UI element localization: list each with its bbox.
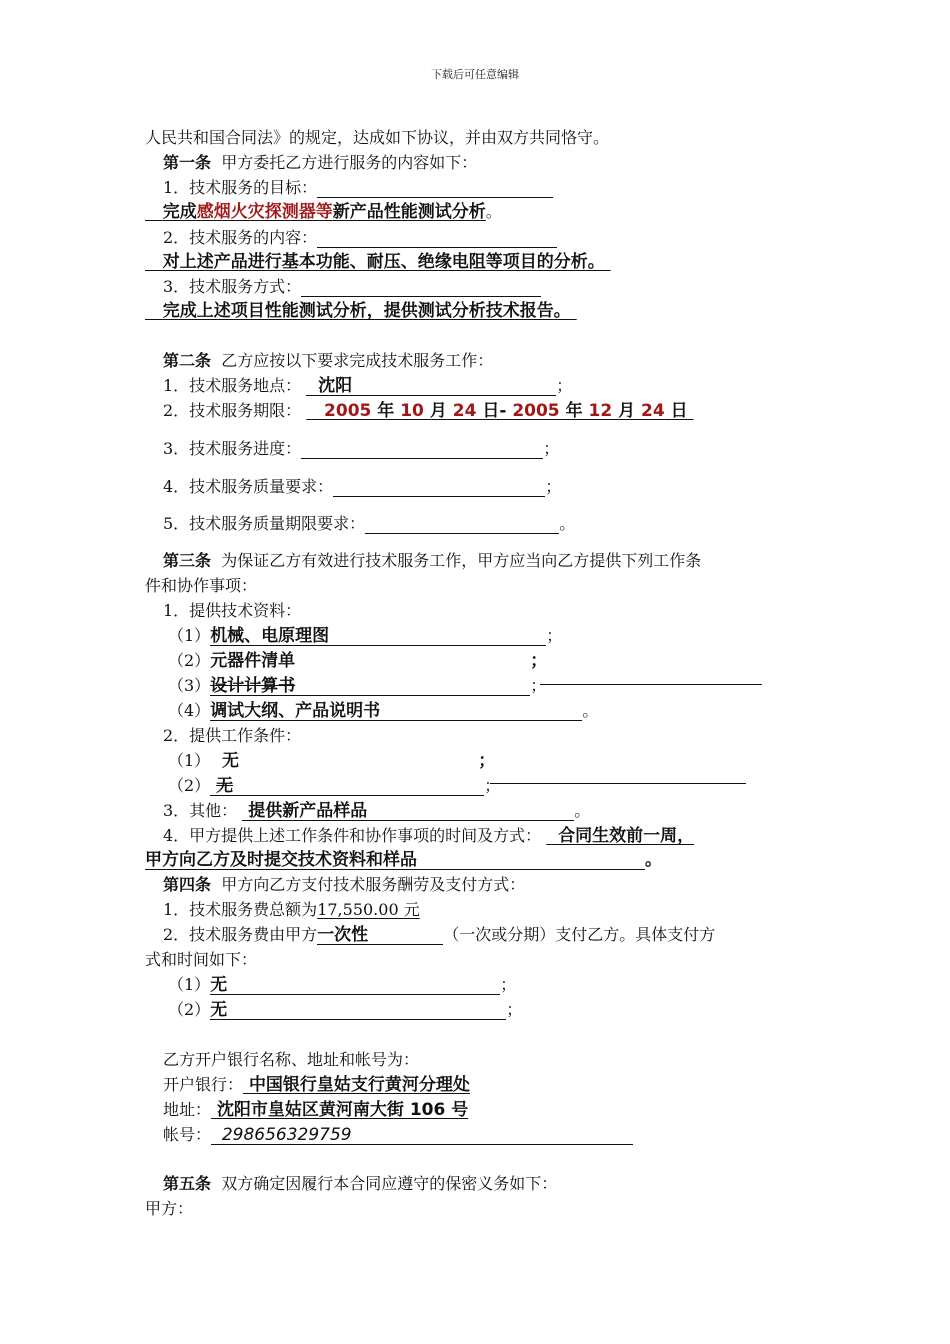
intro-text: 人民共和国合同法》的规定，达成如下协议，并由双方共同恪守。 [145, 128, 610, 147]
article-3-title: 第三条 [163, 551, 212, 570]
goal-row [163, 178, 553, 198]
goal-end: 。 [485, 202, 502, 221]
content-value [145, 252, 611, 272]
material-3-text: 设计计算书 [210, 676, 296, 696]
material-4-row [168, 701, 598, 721]
pay-label: 2．技术服务费由甲方 [163, 925, 318, 944]
quality-period-row [163, 514, 575, 534]
time-value-2 [145, 850, 645, 870]
condition-2-num: （2） [168, 776, 211, 795]
condition-2-text: 无 [216, 776, 234, 796]
quality-label: 4．技术服务质量要求： [163, 477, 334, 496]
method-row [163, 277, 541, 297]
time-value-1 [546, 826, 694, 846]
method-blank [301, 277, 541, 297]
article-5-text: 双方确定因履行本合同应遵守的保密义务如下： [221, 1174, 558, 1193]
article-5-title: 第五条 [163, 1174, 212, 1193]
material-2-semi: ； [530, 651, 548, 671]
time-row [163, 826, 694, 846]
quality-period-end: 。 [559, 514, 576, 533]
article-2-text: 乙方应按以下要求完成技术服务工作： [221, 351, 494, 370]
method-end: 。 [553, 301, 571, 321]
place-value-text: 沈阳 [318, 376, 353, 396]
progress-label: 3．技术服务进度： [163, 439, 302, 458]
goal-value-product: 感烟火灾探测器等 [196, 202, 333, 222]
pay-rest-2: 式和时间如下： [145, 950, 258, 969]
goal-label: 1．技术服务的目标： [163, 178, 318, 197]
address-label: 地址： [163, 1100, 212, 1119]
bank-value [243, 1075, 470, 1095]
article-3 [163, 551, 701, 571]
content-value-row [145, 252, 611, 272]
account-row [163, 1125, 633, 1145]
payment-2-row [168, 1000, 522, 1020]
article-1 [163, 153, 477, 173]
article-3-text-2: 件和协作事项： [145, 576, 258, 595]
condition-2-row [168, 776, 500, 796]
time-end: 。 [645, 850, 662, 870]
material-1-text: 机械、电原理图 [210, 626, 330, 646]
total-value: 17,550.00 元 [317, 900, 420, 919]
period-dash: - [499, 401, 507, 421]
period-end-month: 12 [588, 401, 613, 421]
period-start-day: 24 [452, 401, 477, 421]
account-value-text: 298656329759 [221, 1125, 352, 1145]
goal-value [145, 202, 486, 222]
other-label: 3．其他： [163, 801, 238, 820]
period-value [306, 401, 693, 421]
material-4 [210, 701, 582, 721]
article-3-text: 为保证乙方有效进行技术服务工作，甲方应当向乙方提供下列工作条 [221, 551, 702, 570]
period-month-char-2: 月 [618, 401, 636, 421]
total-row [163, 900, 420, 920]
condition-2-semi: ； [484, 776, 501, 795]
condition-1-row [168, 751, 495, 771]
period-day-char-2: 日 [670, 401, 688, 421]
article-2-title: 第二条 [163, 351, 212, 370]
material-3 [210, 676, 530, 696]
content-blank [317, 228, 557, 248]
other-row [163, 801, 590, 821]
payment-2-text: 无 [210, 1000, 228, 1020]
condition-1-semi: ； [478, 751, 496, 771]
goal-value-row [145, 202, 502, 222]
material-4-num: （4） [168, 701, 211, 720]
material-2-row [168, 651, 547, 671]
bank-row [163, 1075, 470, 1095]
time-row-2 [145, 850, 662, 870]
period-row [163, 401, 694, 421]
material-3-row [168, 676, 546, 696]
quality-semi: ； [545, 477, 562, 496]
other-value [242, 801, 574, 821]
payment-2 [210, 1000, 506, 1020]
payment-1-num: （1） [168, 975, 211, 994]
quality-row [163, 477, 561, 497]
payment-1 [210, 975, 500, 995]
bank-value-text: 中国银行皇姑支行黄河分理处 [248, 1075, 470, 1095]
progress-row [163, 439, 559, 459]
material-3-num: （3） [168, 676, 211, 695]
material-2-text: 元器件清单 [210, 651, 296, 671]
address-row [163, 1100, 468, 1120]
payment-1-semi: ； [500, 975, 517, 994]
pay-rest: （一次或分期）支付乙方。具体支付方 [443, 925, 716, 944]
material-1 [210, 626, 546, 646]
payment-2-semi: ； [506, 1000, 523, 1019]
progress-blank [301, 439, 543, 459]
goal-value-c: 新产品性能测试分析 [332, 202, 486, 222]
content-row [163, 228, 557, 248]
pay-row [163, 925, 715, 945]
condition-1 [210, 751, 478, 771]
goal-blank [317, 178, 553, 198]
progress-semi: ； [543, 439, 560, 458]
method-label: 3．技术服务方式： [163, 277, 302, 296]
pay-value-text: 一次性 [317, 925, 369, 945]
period-label: 2．技术服务期限： [163, 401, 302, 420]
account-label: 帐号： [163, 1125, 212, 1144]
payment-1-row [168, 975, 516, 995]
address-value [211, 1100, 468, 1120]
place-semi: ； [556, 376, 573, 395]
quality-period-label: 5．技术服务质量期限要求： [163, 514, 366, 533]
condition-1-num: （1） [168, 751, 211, 770]
place-value [306, 376, 556, 396]
period-start-year: 2005 [324, 401, 372, 421]
time-value-1-text: 合同生效前一周， [558, 826, 695, 846]
bank-intro: 乙方开户银行名称、地址和帐号为： [163, 1050, 420, 1069]
method-value-text: 完成上述项目性能测试分析，提供测试分析技术报告 [162, 301, 554, 321]
period-start-month: 10 [400, 401, 424, 421]
place-row [163, 376, 572, 396]
condition-1-text: 无 [222, 751, 240, 771]
address-value-text: 沈阳市皇姑区黄河南大街 106 号 [216, 1100, 469, 1120]
period-year-char-2: 年 [565, 401, 583, 421]
quality-blank [333, 477, 545, 497]
payment-1-text: 无 [210, 975, 228, 995]
pay-value [317, 925, 443, 945]
article-1-title: 第一条 [163, 153, 212, 172]
period-month-char: 月 [429, 401, 447, 421]
condition-2-extra-line [490, 783, 746, 784]
method-value [145, 301, 577, 321]
time-value-2-text: 甲方向乙方及时提交技术资料和样品 [145, 850, 417, 870]
material-4-end: 。 [582, 701, 599, 720]
place-label: 1．技术服务地点： [163, 376, 302, 395]
material-1-num: （1） [168, 626, 211, 645]
material-4-text: 调试大纲、产品说明书 [210, 701, 381, 721]
payment-2-num: （2） [168, 1000, 211, 1019]
quality-period-blank [365, 514, 559, 534]
materials-label: 1．提供技术资料： [163, 601, 302, 620]
material-2 [210, 651, 530, 671]
material-1-row [168, 626, 562, 646]
material-3-extra-line [540, 684, 762, 685]
content-value-text: 对上述产品进行基本功能、耐压、绝缘电阻等项目的分析。 [162, 252, 605, 272]
bank-label: 开户银行： [163, 1075, 244, 1094]
article-5 [163, 1174, 557, 1194]
article-1-text: 甲方委托乙方进行服务的内容如下： [221, 153, 478, 172]
method-value-row [145, 301, 577, 321]
time-label: 4．甲方提供上述工作条件和协作事项的时间及方式： [163, 826, 542, 845]
conditions-label: 2．提供工作条件： [163, 726, 302, 745]
condition-2 [210, 776, 484, 796]
content-label: 2．技术服务的内容： [163, 228, 318, 247]
article-2 [163, 351, 493, 371]
period-end-day: 24 [641, 401, 665, 421]
material-3-semi: ； [530, 676, 547, 695]
period-year-char: 年 [377, 401, 395, 421]
other-value-text: 提供新产品样品 [248, 801, 368, 821]
material-1-semi: ； [546, 626, 563, 645]
period-end-year: 2005 [512, 401, 560, 421]
material-2-num: （2） [168, 651, 211, 670]
party-a-label: 甲方： [145, 1199, 194, 1218]
article-4-text: 甲方向乙方支付技术服务酬劳及支付方式： [221, 875, 526, 894]
article-4 [163, 875, 525, 895]
article-4-title: 第四条 [163, 875, 212, 894]
goal-value-a: 完成 [162, 202, 197, 222]
account-value [211, 1125, 633, 1145]
total-label: 1．技术服务费总额为 [163, 900, 318, 919]
period-day-char: 日 [482, 401, 500, 421]
other-end: 。 [574, 801, 591, 820]
page-header: 下载后可任意编辑 [431, 68, 519, 81]
